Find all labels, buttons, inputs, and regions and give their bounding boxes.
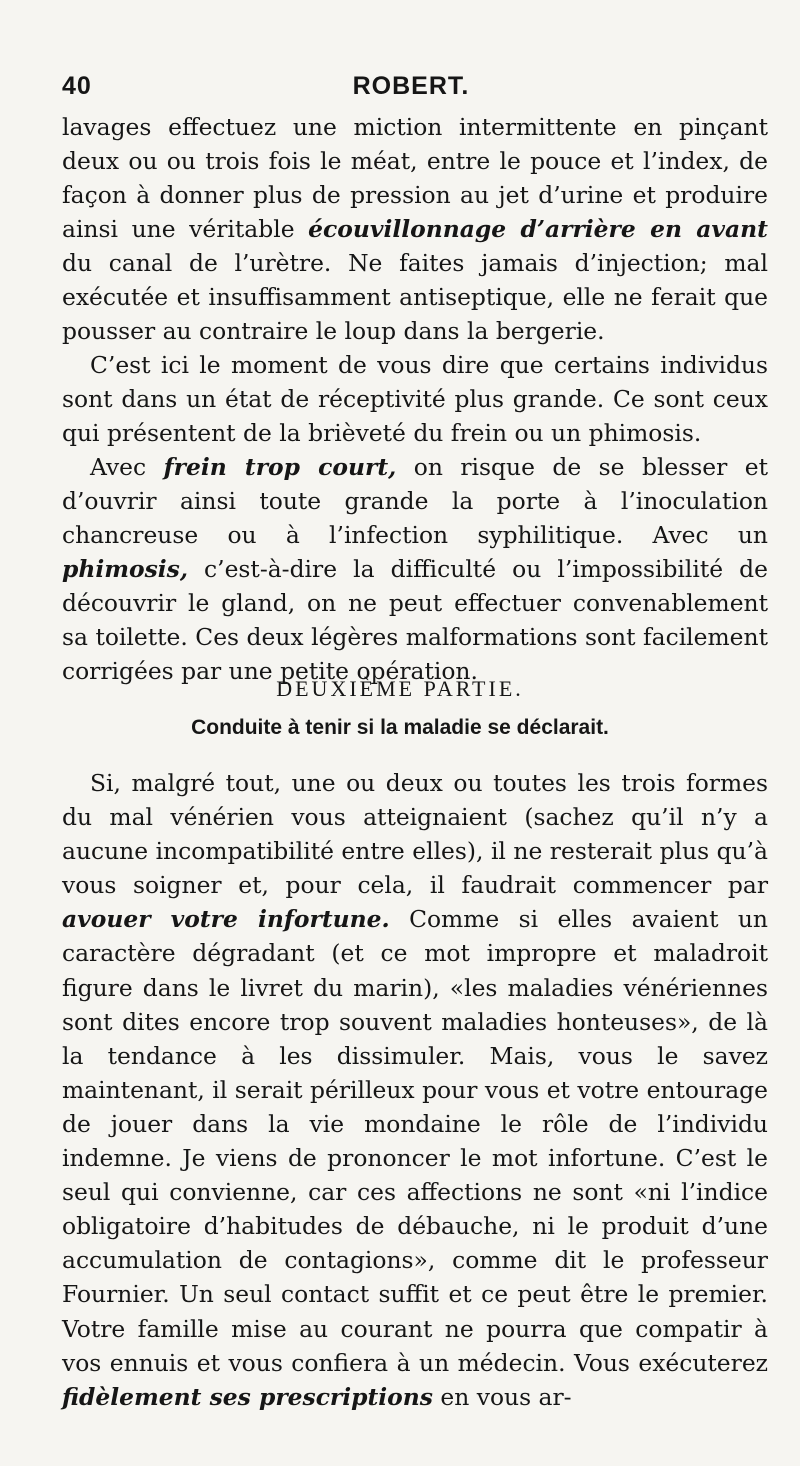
text-run: Si, malgré tout, une ou deux ou toutes les trois formes du mal vénérien vous atteignaient (sachez qu’il n’y a aucune incompatibilité entre elles), il ne resterait plus qu’à vous soigner et, pour cela, il faudrait commencer par xyxy=(62,769,768,900)
emphasis: fidèlement ses prescriptions xyxy=(62,1382,433,1411)
text-run: lavages effectuez une miction intermittente en pinçant deux ou ou trois fois le méat, entre le pouce et l’index, de façon à donner plus de pression au jet d’urine et produire ainsi une véritable xyxy=(62,113,768,243)
text-run: du canal de l’urètre. Ne faites jamais d’injection; mal exécutée et insuffisamment antiseptique, elle ne ferait que pousser au contraire le loup dans la bergerie. xyxy=(62,249,768,345)
text-run: Avec xyxy=(90,453,164,481)
emphasis: avouer votre infortune. xyxy=(62,905,390,934)
page-number: 40 xyxy=(62,72,92,100)
paragraph xyxy=(62,766,768,1414)
section-subtitle: Conduite à tenir si la maladie se déclarait. xyxy=(191,716,609,739)
text-run: en vous ar- xyxy=(432,1382,572,1411)
section-title: DEUXIÈME PARTIE. xyxy=(276,676,524,701)
paragraph: C’est ici le moment de vous dire que certains individus sont dans un état de réceptivité plus grande. Ce sont ceux qui présentent de la brièveté du frein ou un phimosis. xyxy=(62,351,768,447)
text-run: on risque de se blesser et d’ouvrir ainsi toute grande la porte à l’inoculation chancreuse ou à l’infection syphilitique. Avec un xyxy=(62,453,768,549)
text-run: Comme si elles avaient un caractère dégradant (et ce mot impropre et maladroit figure dans le livret du marin), «les maladies vénériennes sont dites encore trop souvent maladies honteuses», de là la tendance à les dissimuler. Mais, vous le savez maintenant, il serait périlleux pour vous et votre entourage de jouer dans la vie mondaine le rôle de l’individu indemne. Je viens de prononcer le mot infortune. C’est le seul qui convienne, car ces affections ne sont «ni l’indice obligatoire d’habitudes de débauche, ni le produit d’une accumulation de contagions», comme dit le professeur Fournier. Un seul contact suffit et ce peut être le premier. Votre famille mise au courant ne pourra que compatir à vos ennuis et vous confiera à un médecin. Vous exécuterez xyxy=(62,905,768,1377)
running-head: ROBERT. xyxy=(352,72,470,100)
paragraph xyxy=(62,110,768,348)
emphasis: écouvillonnage d’arrière en avant xyxy=(308,215,768,243)
emphasis: phimosis, xyxy=(62,555,188,583)
emphasis: frein trop court, xyxy=(163,453,397,481)
paragraph xyxy=(62,450,768,688)
body-text-part-one xyxy=(62,110,768,688)
page-header xyxy=(62,72,760,106)
text-run: c’est-à-dire la difficulté ou l’impossibilité de découvrir le gland, on ne peut effectuer convenablement sa toilette. Ces deux légères malformations sont facilement corrigées par une petite opération. xyxy=(62,555,768,685)
body-text-part-two xyxy=(62,766,768,1414)
